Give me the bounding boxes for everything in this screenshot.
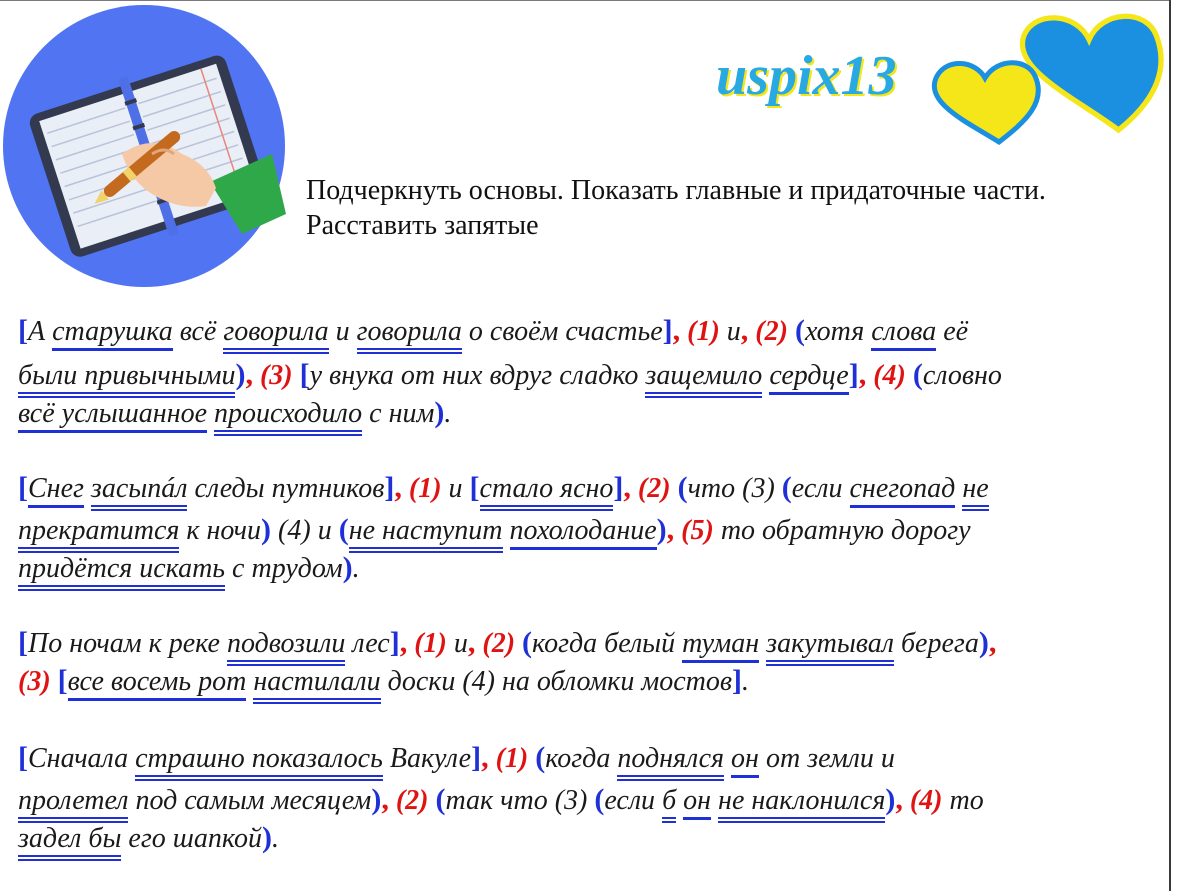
sentence-text: словно	[922, 360, 1002, 391]
sentence-text: и	[441, 473, 470, 504]
page-top-border	[0, 0, 1171, 1]
bracket-mark: )	[235, 358, 246, 391]
sentence-text	[207, 398, 214, 429]
inserted-comma: ,	[467, 626, 476, 659]
sentence-text: Сначала	[28, 743, 136, 774]
predicate-underline: придётся искать	[18, 553, 225, 591]
sentence-text: его шапкой	[121, 823, 262, 854]
sentence-text	[711, 785, 718, 816]
subject-underline: все восемь рот	[68, 666, 247, 701]
bracket-mark: ]	[732, 664, 743, 697]
sentence-text: По ночам к реке	[28, 628, 227, 659]
predicate-underline: настилали	[253, 666, 380, 704]
sentence-text: .	[352, 553, 360, 584]
predicate-underline: прекратится	[18, 515, 179, 553]
sentence-text: А	[28, 316, 53, 347]
sentence-text: хотя	[804, 316, 872, 347]
clause-number: (5)	[674, 515, 714, 546]
predicate-underline: подвозили	[227, 628, 345, 666]
predicate-underline: защемило	[645, 360, 762, 398]
sentence-text: .	[444, 398, 452, 429]
clause-number: (2)	[475, 628, 523, 659]
predicate-underline: пролетел	[18, 785, 128, 823]
sentence-text: к ночи	[179, 515, 262, 546]
predicate-underline: закутывал	[766, 628, 894, 666]
sentence-text: и	[719, 316, 741, 347]
bracket-mark: )	[434, 396, 445, 429]
bracket-mark: ]	[389, 626, 400, 659]
subject-underline: всё услышанное	[18, 398, 207, 433]
sentence-line	[18, 513, 971, 547]
predicate-underline: не	[962, 473, 988, 511]
sentence-text	[724, 743, 731, 774]
sentence-text: то обратную дорогу	[713, 515, 971, 546]
sentence-text: когда белый	[532, 628, 683, 659]
clause-number: (3)	[252, 360, 300, 391]
clause-number: (2)	[630, 473, 678, 504]
clause-number: (1)	[407, 628, 447, 659]
bracket-mark: ]	[471, 741, 482, 774]
bracket-mark: (	[794, 314, 805, 347]
bracket-mark: ]	[613, 471, 624, 504]
inserted-comma: ,	[988, 626, 997, 659]
notebook-writing-hand-icon	[2, 4, 286, 293]
inserted-comma: ,	[672, 314, 681, 347]
task-line-1: Подчеркнуть основы. Показать главные и придаточные части.	[306, 175, 1046, 206]
sentence-text: так что (3)	[445, 785, 595, 816]
predicate-underline: засыпáл	[91, 473, 188, 511]
predicate-underline: б	[662, 785, 676, 823]
inserted-comma: ,	[394, 471, 402, 504]
sentence-text: если	[791, 473, 850, 504]
subject-underline: старушка	[52, 316, 173, 351]
bracket-mark: (	[338, 513, 349, 546]
bracket-mark: )	[371, 783, 382, 816]
predicate-underline: не наклонился	[718, 785, 885, 823]
bracket-mark: )	[261, 513, 272, 546]
bracket-mark: (	[535, 741, 546, 774]
clause-number: (3)	[18, 666, 58, 697]
inserted-comma: ,	[895, 783, 903, 816]
subject-underline: Снег	[28, 473, 84, 508]
bracket-mark: )	[342, 551, 353, 584]
sentence-text: доски (4) на обломки мостов	[380, 666, 733, 697]
subject-underline: он	[731, 743, 759, 778]
bracket-mark: (	[781, 471, 792, 504]
sentence-line	[18, 626, 996, 660]
subject-underline: туман	[682, 628, 759, 663]
inserted-comma: ,	[740, 314, 749, 347]
inserted-comma: ,	[245, 358, 253, 391]
sentence-text: .	[271, 823, 279, 854]
sentence-text: (4) и	[271, 515, 339, 546]
clause-number: (4)	[902, 785, 943, 816]
sentence-text: всё	[172, 316, 224, 347]
sentence-text: что (3)	[687, 473, 782, 504]
sentence-text: Вакуле	[382, 743, 472, 774]
predicate-underline: страшно показалось	[135, 743, 383, 781]
sentence-text: берега	[893, 628, 979, 659]
sentence-line	[18, 551, 360, 585]
sentence-line	[18, 821, 279, 855]
page-right-border	[1169, 0, 1171, 891]
task-line-2: Расставить запятые	[306, 210, 539, 241]
bracket-mark: (	[677, 471, 688, 504]
subject-underline: слова	[871, 316, 936, 351]
bracket-mark: [	[469, 471, 480, 504]
bracket-mark: )	[885, 783, 896, 816]
sentence-line	[18, 314, 968, 348]
sentence-text: то	[942, 785, 984, 816]
bracket-mark: ]	[662, 314, 673, 347]
bracket-mark: (	[912, 358, 923, 391]
sentence-text: с трудом	[225, 553, 343, 584]
predicate-underline: происходило	[214, 398, 362, 436]
subject-underline: снегопад	[850, 473, 956, 508]
bracket-mark: (	[522, 626, 533, 659]
bracket-mark: [	[18, 741, 28, 774]
sentence-text	[503, 515, 510, 546]
bracket-mark: [	[57, 664, 68, 697]
sentence-line	[18, 783, 984, 817]
bracket-mark: )	[978, 626, 989, 659]
sentence-text: с ним	[362, 398, 435, 429]
subject-underline: похолодание	[510, 515, 657, 550]
sentence-text: .	[742, 666, 750, 697]
sentence-line	[18, 741, 895, 775]
sentence-text: когда	[545, 743, 618, 774]
inserted-comma: ,	[399, 626, 408, 659]
bracket-mark: [	[299, 358, 310, 391]
sentence-text	[84, 473, 91, 504]
bracket-mark: )	[261, 821, 272, 854]
sentence-text: и	[446, 628, 468, 659]
sentence-line	[18, 664, 749, 698]
clause-number: (2)	[388, 785, 436, 816]
bracket-mark: [	[18, 471, 28, 504]
bracket-mark: ]	[848, 358, 859, 391]
inserted-comma: ,	[666, 513, 675, 546]
clause-number: (1)	[680, 316, 720, 347]
subject-underline: сердце	[769, 360, 848, 395]
predicate-underline: поднялся	[617, 743, 724, 781]
predicate-underline: стало ясно	[480, 473, 614, 511]
predicate-underline: говорила	[357, 316, 462, 354]
bracket-mark: [	[18, 626, 28, 659]
inserted-comma: ,	[381, 783, 389, 816]
bracket-mark: [	[18, 314, 28, 347]
bracket-mark: )	[656, 513, 667, 546]
predicate-underline: не наступит	[349, 515, 503, 553]
bracket-mark: (	[594, 783, 605, 816]
clause-number: (1)	[488, 743, 536, 774]
bracket-mark: ]	[384, 471, 395, 504]
inserted-comma: ,	[481, 741, 489, 774]
sentence-text: о своём счастье	[461, 316, 663, 347]
sentence-line	[18, 358, 1002, 392]
bracket-mark: (	[435, 783, 446, 816]
sentence-text: от земли и	[758, 743, 895, 774]
inserted-comma: ,	[858, 358, 867, 391]
sentence-line	[18, 396, 451, 430]
site-logo-text: uspix13	[716, 45, 897, 107]
predicate-underline: говорила	[223, 316, 328, 354]
sentence-text: у внука от них вдруг сладко	[309, 360, 646, 391]
two-hearts-icon	[925, 8, 1165, 153]
clause-number: (2)	[748, 316, 795, 347]
clause-number: (1)	[401, 473, 442, 504]
sentence-text: если	[604, 785, 663, 816]
sentence-text: и	[328, 316, 357, 347]
sentence-text: её	[936, 316, 969, 347]
task-instructions	[306, 173, 1156, 243]
sentence-text: следы путников	[187, 473, 385, 504]
inserted-comma: ,	[623, 471, 631, 504]
sentence-line	[18, 471, 989, 505]
sentence-text: под самым месяцем	[128, 785, 372, 816]
predicate-underline: задел бы	[18, 823, 121, 861]
sentence-text: лес	[345, 628, 390, 659]
subject-underline: он	[683, 785, 711, 820]
clause-number: (4)	[866, 360, 913, 391]
predicate-underline: были привычными	[18, 360, 235, 398]
